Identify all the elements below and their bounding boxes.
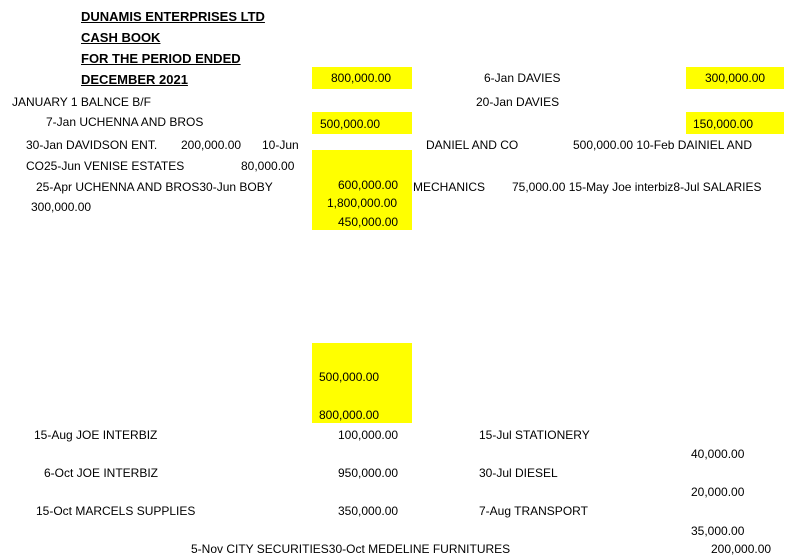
company-title: DUNAMIS ENTERPRISES LTD [81,9,265,24]
amount-cell: 800,000.00 [319,408,380,422]
entry-label: 30-Jan DAVIDSON ENT. [26,138,158,152]
entry-label: 7-Aug TRANSPORT [479,504,588,518]
amount-cell: 600,000.00 [338,178,399,192]
amount-cell: 1,800,000.00 [327,196,398,210]
entry-label: 6-Jan DAVIES [484,71,561,85]
amount-cell: 800,000.00 [331,71,392,85]
entry-label: MECHANICS [413,180,486,194]
amount-cell: 200,000.00 [181,138,242,152]
entry-label: 15-Oct MARCELS SUPPLIES [36,504,196,518]
amount-cell: 80,000.00 [241,159,295,173]
entry-label: 25-Apr UCHENNA AND BROS30-Jun BOBY [36,180,273,194]
amount-cell: 200,000.00 [711,542,772,556]
amount-cell: 35,000.00 [691,524,745,538]
amount-cell: 350,000.00 [338,504,399,518]
amount-cell: 500,000.00 [320,117,381,131]
amount-cell: 500,000.00 [319,370,380,384]
entry-label: 7-Jan UCHENNA AND BROS [46,115,204,129]
entry-label: JANUARY 1 BALNCE B/F [12,95,151,109]
entry-label: 5-Nov CITY SECURITIES30-Oct MEDELINE FURNITURES [191,542,511,556]
amount-cell: 40,000.00 [691,447,745,461]
book-title: CASH BOOK [81,30,161,45]
amount-cell: 20,000.00 [691,485,745,499]
amount-cell: 300,000.00 [705,71,766,85]
period-line-2: DECEMBER 2021 [81,72,188,87]
period-line-1: FOR THE PERIOD ENDED [81,51,241,66]
entry-label: 30-Jul DIESEL [479,466,558,480]
entry-label: 15-Aug JOE INTERBIZ [34,428,158,442]
amount-cell: 450,000.00 [338,215,399,229]
entry-label: DANIEL AND CO [426,138,519,152]
amount-cell: 100,000.00 [338,428,399,442]
amount-cell: 300,000.00 [31,200,92,214]
entry-label: 75,000.00 15-May Joe interbiz8-Jul SALARIES [512,180,762,194]
amount-cell: 150,000.00 [693,117,754,131]
entry-label: CO25-Jun VENISE ESTATES [26,159,185,173]
amount-cell: 950,000.00 [338,466,399,480]
entry-label: 10-Jun [262,138,299,152]
entry-label: 20-Jan DAVIES [476,95,560,109]
entry-label: 500,000.00 10-Feb DAINIEL AND [573,138,752,152]
entry-label: 15-Jul STATIONERY [479,428,590,442]
entry-label: 6-Oct JOE INTERBIZ [44,466,159,480]
